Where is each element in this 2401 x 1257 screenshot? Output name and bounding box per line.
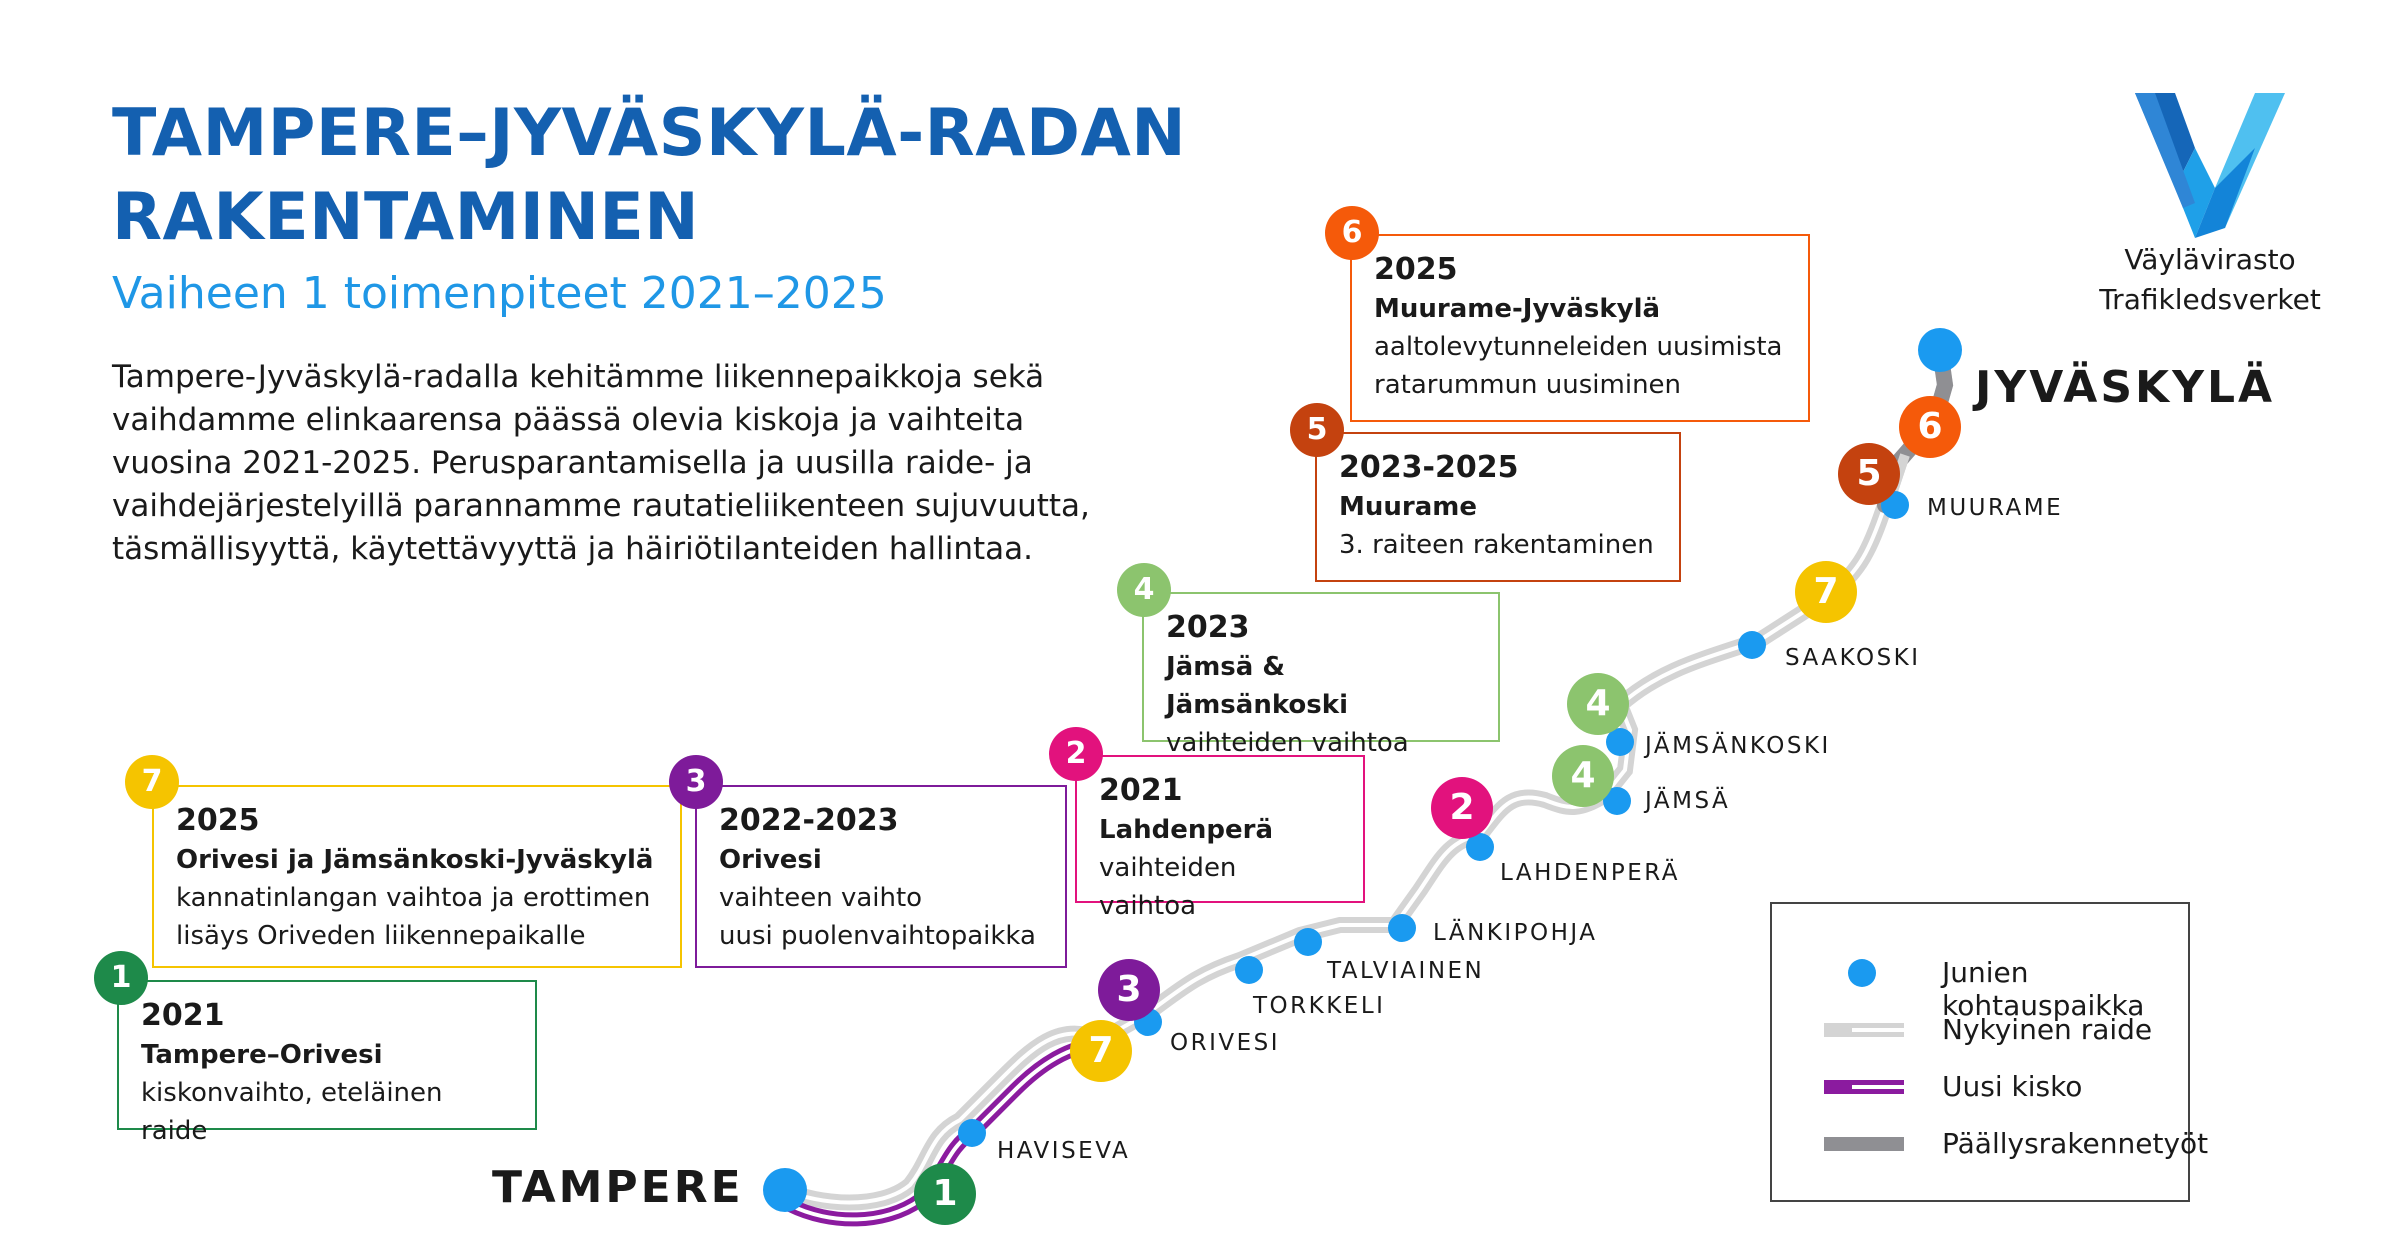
card-badge-phase-1: 1 bbox=[94, 951, 148, 1005]
station-label-talviainen: TALVIAINEN bbox=[1327, 958, 1485, 984]
legend-label-station: Junien kohtauspaikka bbox=[1942, 956, 2145, 1022]
station-label-jamsa: JÄMSÄ bbox=[1645, 788, 1731, 814]
phase-5-description: 3. raiteen rakentaminen bbox=[1339, 530, 1654, 560]
station-label-haviseva: HAVISEVA bbox=[997, 1138, 1131, 1164]
intro-paragraph: Tampere-Jyväskylä-radalla kehitämme liikennepaikkoja sekä vaihdamme elinkaarensa päässä olevia kiskoja ja vaihteita vuosina 2021-2025. Perusparantamisella ja uusilla raide- ja vaihdejärjestelyillä parannamme rautatieliikenteen sujuvuutta, täsmällisyyttä, käytettävyyttä ja häiriötilanteiden hallintaa. bbox=[112, 359, 1090, 567]
phase-1-year: 2021 bbox=[141, 998, 225, 1033]
phase-7-description-1: kannatinlangan vaihtoa ja erottimen bbox=[176, 883, 651, 913]
logo-line-2: Trafikledsverket bbox=[2099, 283, 2321, 316]
card-badge-phase-4: 4 bbox=[1117, 563, 1171, 617]
phase-2-location: Lahdenperä bbox=[1099, 815, 1273, 845]
phase-4-description: vaihteiden vaihtoa bbox=[1166, 728, 1409, 758]
phase-card-4 bbox=[1142, 592, 1500, 758]
title-line-1: TAMPERE–JYVÄSKYLÄ-RADAN bbox=[112, 96, 1187, 171]
phase-7-location: Orivesi ja Jämsänkoski-Jyväskylä bbox=[176, 845, 654, 875]
legend-label-current-track: Nykyinen raide bbox=[1942, 1013, 2153, 1046]
phase-6-description-1: aaltolevytunneleiden uusimista bbox=[1374, 332, 1783, 362]
phase-2-description: vaihteiden vaihtoa bbox=[1099, 853, 1237, 921]
page-subtitle: Vaiheen 1 toimenpiteet 2021–2025 bbox=[112, 268, 887, 319]
station-label-lankipohja: LÄNKIPOHJA bbox=[1433, 920, 1598, 946]
phase-7-year: 2025 bbox=[176, 803, 260, 838]
card-badge-phase-5: 5 bbox=[1290, 403, 1344, 457]
station-dot-saakoski bbox=[1738, 631, 1766, 659]
phase-2-year: 2021 bbox=[1099, 773, 1183, 808]
phase-3-description-1: vaihteen vaihto bbox=[719, 883, 923, 913]
phase-7-description-2: lisäys Oriveden liikennepaikalle bbox=[176, 921, 586, 951]
phase-6-location: Muurame-Jyväskylä bbox=[1374, 294, 1661, 324]
station-dot-jyvaskyla bbox=[1918, 328, 1962, 372]
phase-1-description: kiskonvaihto, eteläinen raide bbox=[141, 1078, 443, 1146]
station-label-muurame: MUURAME bbox=[1927, 495, 2064, 521]
station-dot-talviainen bbox=[1294, 928, 1322, 956]
card-badge-phase-7: 7 bbox=[125, 755, 179, 809]
phase-3-location: Orivesi bbox=[719, 845, 822, 875]
new-rail-icon bbox=[1822, 1076, 1906, 1098]
legend-label-structure-work: Päällysrakennetyöt bbox=[1942, 1127, 2209, 1160]
phase-card-2 bbox=[1075, 755, 1365, 921]
map-badge-phase-4-jamsankoski: 4 bbox=[1567, 673, 1629, 735]
station-label-lahdenpera: LAHDENPERÄ bbox=[1500, 860, 1681, 886]
current-track-icon bbox=[1822, 1019, 1906, 1041]
card-badge-phase-3: 3 bbox=[669, 755, 723, 809]
phase-5-year: 2023-2025 bbox=[1339, 450, 1519, 485]
phase-5-location: Muurame bbox=[1339, 492, 1477, 522]
station-dot-haviseva bbox=[958, 1119, 986, 1147]
card-badge-phase-2: 2 bbox=[1049, 727, 1103, 781]
phase-card-1 bbox=[117, 980, 537, 1146]
station-label-orivesi: ORIVESI bbox=[1170, 1030, 1281, 1056]
station-label-torkkeli: TORKKELI bbox=[1253, 993, 1386, 1019]
station-label-jamsankoski: JÄMSÄNKOSKI bbox=[1645, 733, 1831, 759]
station-dot-icon bbox=[1827, 956, 1897, 990]
city-label-tampere: TAMPERE bbox=[492, 1162, 744, 1213]
station-dot-torkkeli bbox=[1235, 956, 1263, 984]
phase-card-5 bbox=[1315, 432, 1681, 582]
map-badge-phase-3: 3 bbox=[1098, 959, 1160, 1021]
map-badge-phase-4-jamsa: 4 bbox=[1552, 745, 1614, 807]
phase-6-year: 2025 bbox=[1374, 252, 1458, 287]
phase-card-6 bbox=[1350, 234, 1810, 422]
map-legend bbox=[1770, 902, 2209, 1202]
phase-4-year: 2023 bbox=[1166, 610, 1250, 645]
card-badge-phase-6: 6 bbox=[1325, 206, 1379, 260]
station-label-saakoski: SAAKOSKI bbox=[1785, 645, 1921, 671]
map-badge-phase-2: 2 bbox=[1431, 777, 1493, 839]
map-badge-phase-6: 6 bbox=[1899, 396, 1961, 458]
legend-row-new-rail bbox=[1772, 1066, 2188, 1106]
phase-1-location: Tampere–Orivesi bbox=[141, 1040, 383, 1070]
station-dot-tampere bbox=[763, 1168, 807, 1212]
map-badge-phase-5: 5 bbox=[1838, 443, 1900, 505]
structure-work-icon bbox=[1822, 1133, 1906, 1155]
phase-4-location: Jämsä & Jämsänkoski bbox=[1166, 652, 1348, 720]
map-badge-phase-7-orivesi: 7 bbox=[1070, 1020, 1132, 1082]
phase-6-description-2: ratarummun uusiminen bbox=[1374, 370, 1682, 400]
map-badge-phase-7-saakoski: 7 bbox=[1795, 561, 1857, 623]
map-badge-phase-1: 1 bbox=[914, 1163, 976, 1225]
phase-3-year: 2022-2023 bbox=[719, 803, 899, 838]
phase-card-7 bbox=[152, 785, 682, 968]
title-line-2: RAKENTAMINEN bbox=[112, 180, 700, 255]
legend-row-station bbox=[1772, 952, 2188, 1022]
legend-row-current-track bbox=[1772, 1009, 2188, 1049]
phase-card-3 bbox=[695, 785, 1067, 968]
logo-line-1: Väylävirasto bbox=[2124, 243, 2296, 276]
legend-label-new-rail: Uusi kisko bbox=[1942, 1070, 2083, 1103]
phase-3-description-2: uusi puolenvaihtopaikka bbox=[719, 921, 1036, 951]
station-dot-lankipohja bbox=[1388, 914, 1416, 942]
legend-row-structure-work bbox=[1772, 1123, 2209, 1163]
city-label-jyvaskyla: JYVÄSKYLÄ bbox=[1975, 362, 2276, 413]
